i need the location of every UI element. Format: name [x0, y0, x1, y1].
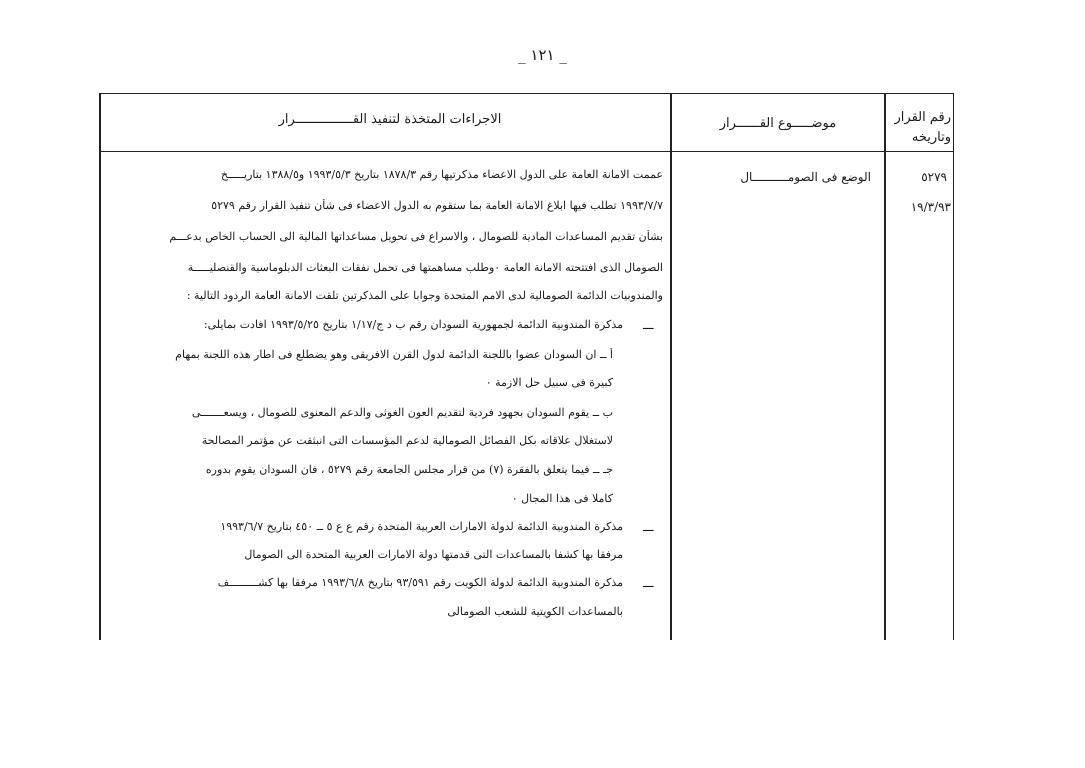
dash-marker: ـــ — [643, 520, 654, 534]
table-top-border — [99, 93, 954, 94]
action-line: مذكرة المندوبية الدائمة لجمهورية السودان رقم ب د ج/١/١٧ بتاريخ ١٩٩٣/٥/٢٥ افادت بمايلى: — [203, 318, 623, 331]
action-line: والمندوبيات الدائمة الصومالية لدى الامم المتحدة وجوابا على المذكرتين تلقت الامانة العامة الردود التالية : — [186, 289, 663, 302]
action-line: أ ــ ان السودان عضوا باللجنة الدائمة لدول القرن الافريقى وهو يضطلع فى اطار هذه اللجنة بمهام — [175, 348, 613, 361]
action-line: الصومال الذى افتتحته الامانة العامة ٠وطلب مساهمتها فى تحمل نفقات البعثات الدبلوماسية والقنصليـــــة — [187, 261, 663, 274]
table-header-divider — [99, 151, 954, 152]
action-line: بالمساعدات الكويتية للشعب الصومالى — [447, 605, 623, 618]
resolution-subject: الوضع فى الصومــــــــــال — [740, 170, 871, 184]
header-date-label: وتاريخه — [911, 130, 951, 145]
header-number-date — [895, 108, 952, 148]
header-number-label: رقم القرار — [894, 110, 951, 125]
header-subject: موضـــــوع القــــــرار — [719, 116, 837, 131]
resolution-number: ٥٢٧٩ — [921, 170, 947, 184]
header-actions: الاجراءات المتخذة لتنفيذ القـــــــــــــــرار — [278, 112, 502, 127]
table-actions-subject-divider — [670, 93, 672, 640]
action-line: جـ ــ فيما يتعلق بالفقرة (٧) من قرار مجلس الجامعة رقم ٥٢٧٩ ، فان السودان يقوم بدوره — [205, 463, 613, 476]
action-line: ١٩٩٣/٧/٧ تطلب فيها ابلاغ الامانة العامة بما ستقوم به الدول الاعضاء فى شأن تنفيذ القرار رقم ٥٢٧٩ — [211, 199, 663, 212]
action-line: عممت الامانة العامة على الدول الاعضاء مذكرتيها رقم ١٨٧٨/٣ بتاريخ ١٩٩٣/٥/٣ و١٣٨٨/٥ بتاريـــــخ — [220, 168, 663, 181]
table-left-border — [99, 93, 101, 640]
action-line: بشأن تقديم المساعدات المادية للصومال ، والاسراع فى تحويل مساعداتها المالية الى الحساب الخاص بدعـــم — [169, 230, 663, 243]
action-line: كبيرة فى سبيل حل الازمة ٠ — [485, 376, 613, 389]
action-line: ب ــ يقوم السودان بجهود فردية لتقديم العون الغوثى والدعم المعنوى للصومال ، ويسعـــــــى — [191, 406, 613, 419]
table-right-border — [953, 93, 954, 640]
resolution-date: ١٩/٣/٩٣ — [910, 200, 951, 214]
page-number: _ ١٢١ _ — [518, 46, 567, 64]
dash-marker: ـــ — [643, 318, 654, 332]
table-subject-number-divider — [884, 93, 886, 640]
action-line: مذكرة المندوبية الدائمة لدولة الامارات العربية المتحدة رقم ع ع ٥ ــ ٤٥٠ بتاريخ ١٩٩٣/٦/٧ — [220, 520, 623, 533]
action-line: مرفقا بها كشفا بالمساعدات التى قدمتها دولة الامارات العربية المتحدة الى الصومال — [244, 548, 623, 561]
action-line: لاستغلال علاقاته بكل الفصائل الصومالية لدعم المؤسسات التى انبثقت عن مؤتمر المصالحة — [201, 434, 613, 447]
dash-marker: ـــ — [643, 576, 654, 590]
action-line: مذكرة المندوبية الدائمة لدولة الكويت رقم ٩٣/٥٩١ بتاريخ ١٩٩٣/٦/٨ مرفقا بها كشـــــــــف — [217, 576, 623, 589]
action-line: كاملا فى هذا المجال ٠ — [511, 492, 613, 505]
